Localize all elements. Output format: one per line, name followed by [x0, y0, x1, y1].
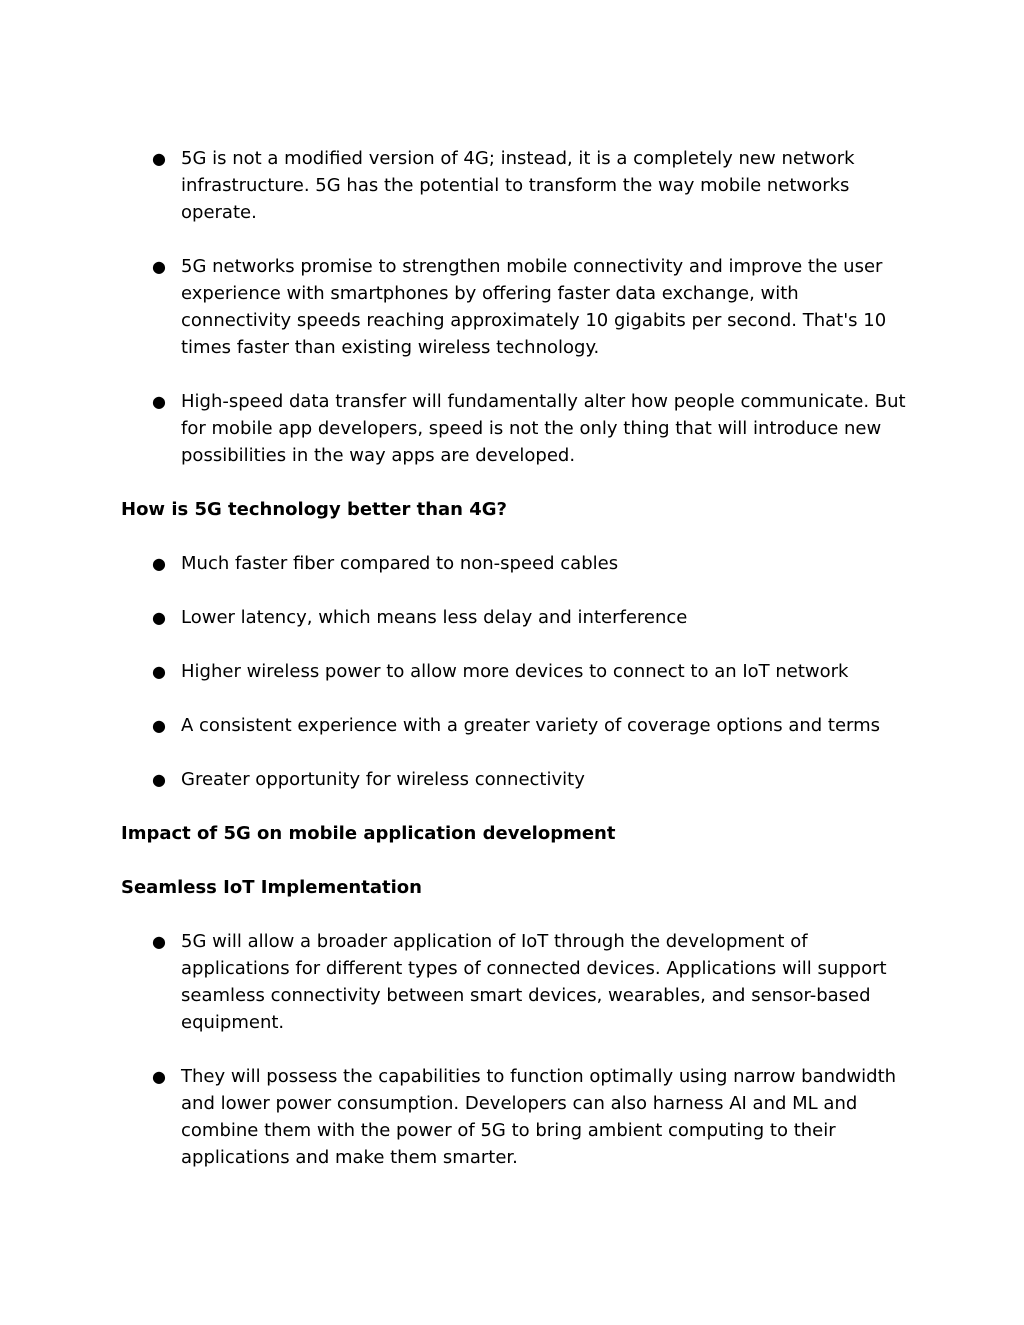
intro-bullet-list: [121, 145, 921, 469]
iot-bullet-list: [121, 928, 921, 1171]
list-item: [121, 658, 911, 685]
document-content: [121, 145, 921, 1198]
list-item-text: They will possess the capabilities to function optimally using narrow bandwidth and lower power consumption. Developers can also harness AI and ML and combine them with the power of 5G to bring ambient computing to their applications and make them smarter.: [181, 1066, 897, 1168]
list-item-text: Greater opportunity for wireless connectivity: [181, 769, 585, 790]
list-item-text: 5G will allow a broader application of IoT through the development of applications for different types of connected devices. Applications will support seamless connectivity between smart devices, wearables, and sensor-based equipment.: [181, 931, 887, 1033]
list-item-text: Higher wireless power to allow more devices to connect to an IoT network: [181, 661, 849, 682]
list-item: [121, 928, 911, 1036]
list-item-text: 5G networks promise to strengthen mobile connectivity and improve the user experience with smartphones by offering faster data exchange, with connectivity speeds reaching approximately 10 gigabits per second. That's 10 times faster than existing wireless technology.: [181, 256, 887, 358]
list-item: [121, 388, 911, 469]
list-item: [121, 253, 911, 361]
bullet-icon: ●: [152, 257, 166, 276]
bullet-icon: ●: [152, 149, 166, 168]
better-bullet-list: [121, 550, 921, 793]
bullet-icon: ●: [152, 932, 166, 951]
bullet-icon: ●: [152, 1067, 166, 1086]
list-item-text: Lower latency, which means less delay and interference: [181, 607, 688, 628]
bullet-icon: ●: [152, 554, 166, 573]
list-item-text: High-speed data transfer will fundamentally alter how people communicate. But for mobile app developers, speed is not the only thing that will introduce new possibilities in the way apps are developed.: [181, 391, 906, 466]
section-heading-better-than-4g: How is 5G technology better than 4G?: [121, 499, 507, 520]
list-item-text: 5G is not a modified version of 4G; instead, it is a completely new network infrastructure. 5G has the potential to transform the way mobile networks operate.: [181, 148, 855, 223]
bullet-icon: ●: [152, 662, 166, 681]
list-item-text: Much faster fiber compared to non-speed cables: [181, 553, 619, 574]
list-item: [121, 604, 911, 631]
section-heading-impact: Impact of 5G on mobile application development: [121, 823, 616, 844]
section-heading-iot: Seamless IoT Implementation: [121, 877, 422, 898]
list-item: [121, 550, 911, 577]
list-item: [121, 712, 911, 739]
list-item: [121, 145, 911, 226]
list-item: [121, 766, 911, 793]
list-item: [121, 1063, 911, 1171]
bullet-icon: ●: [152, 608, 166, 627]
bullet-icon: ●: [152, 770, 166, 789]
bullet-icon: ●: [152, 392, 166, 411]
bullet-icon: ●: [152, 716, 166, 735]
list-item-text: A consistent experience with a greater variety of coverage options and terms: [181, 715, 881, 736]
